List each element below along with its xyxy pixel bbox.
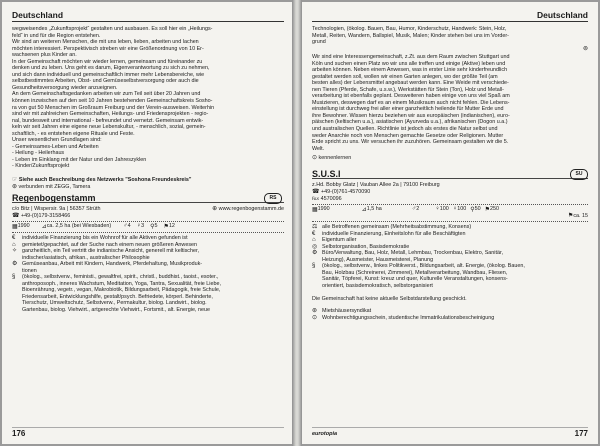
text-line: - Leben im Einklang mit der Natur und den Jahreszyklen	[12, 156, 147, 163]
right-body-text	[312, 54, 588, 152]
topics-icon: §	[12, 274, 16, 281]
feature-text: Eigentum aller	[322, 237, 357, 244]
running-head-rule	[12, 21, 284, 22]
entry-tail-list	[312, 308, 588, 321]
feature-text: Sanitär, Töpferei, Kunst: kreuz und quer, Kulturelle Veranstaltungen, konsens-	[322, 276, 508, 283]
text-line: wegweisendes „Zukunftsprojekt“ gestalten und ausbauen. Es soll hier ein „Heilungs-	[12, 26, 213, 32]
entry-stats-row	[312, 206, 499, 213]
area-icon: ⊿	[41, 224, 47, 230]
feature-text: alle Betroffenen gemeinsam (Mehrheitsabstimmung, Konsens)	[322, 224, 472, 230]
work-icon: ⚙	[312, 250, 318, 257]
feature-text: (ökolog., selbstverw., linkes Politikverst., Bildungsarbeit, alt. Energie, (ökolog. Bauen,	[322, 263, 525, 270]
phone-icon: ☎	[12, 213, 20, 219]
phone-number: +49-(0)761-4570090	[320, 189, 371, 195]
entry-phone	[312, 189, 370, 196]
feature-text: individuelle Finanzierung, Einheitslohn für alle Beschäftigten	[322, 230, 466, 237]
see-also-note	[12, 177, 284, 190]
divider	[312, 204, 588, 205]
youth-icon: ⚲	[470, 207, 475, 213]
address-text: c/o Bitz | Wispersir. 9a | 56357 Strüth	[12, 206, 101, 212]
text-line: In der Gemeinschaft möchten wir wieder lernen, gemeinsam und füreinander zu	[12, 58, 203, 65]
entry-title: Regenbogenstamm	[12, 193, 96, 203]
stat-value: 5	[154, 223, 158, 229]
feature-text: Gemüseanbau, Arbeit mit Kindern, Handwerk, Pferdehaltung, Musikproduk-	[22, 261, 203, 268]
text-line: - Kinder/Zukunftsprojekt	[12, 163, 70, 170]
text-line: denken und zu leben. Uns geht es darum, Eigenverantwortung zu sich zu nehmen,	[12, 65, 210, 72]
feature-text: indischer/asiatisch, afrikan., australischer Philosophie	[22, 254, 150, 261]
stat-value: 4	[127, 223, 131, 229]
feature-text: Selbstorganisation, Basisdemokratie	[322, 243, 410, 250]
running-head-left: Deutschland	[12, 10, 64, 20]
men-icon: ♂	[123, 223, 128, 229]
feature-text: individuelle Finanzierung bis ein Wohnrof für alle Aktiven gefunden ist	[22, 235, 188, 241]
total-icon: ⚑	[163, 224, 169, 230]
pointing-hand-icon: ☞	[12, 177, 18, 183]
text-line: - Heilung - Heilerhaus	[12, 150, 65, 157]
handshake-icon: ⊙	[312, 155, 318, 161]
text-line: gestaltet werden soll, wollen wir einen Garten anlegen, wo der größte Teil (am	[312, 73, 498, 80]
footer-rule	[12, 427, 284, 428]
area-icon: ⊿	[361, 207, 367, 213]
property-icon: ⌂	[12, 241, 16, 248]
children-icon: ⚲	[150, 224, 155, 230]
text-line: und australischen Quellen. Richtlinie ist jedoch als erstes die Natur selbst und	[312, 126, 498, 133]
feature-text: Gartenbau, biolog. Viehwirt., artgerechte Viehwirt., Fortsmit., alt. Energie, neue	[22, 307, 210, 314]
kennenlernen-text: kennenlernen	[318, 155, 352, 161]
text-line: Metall, Reiten, Wandern, Ballspiel, Musik, Malen; Kinder stehen bei uns im Vorder-	[312, 32, 509, 39]
network-icon: ⊛	[12, 183, 18, 190]
globe-icon: ⊕	[212, 206, 218, 212]
calendar-icon: ▦	[312, 207, 318, 213]
separator-icon: ⊚	[582, 46, 588, 52]
text-line: Erde spricht zu uns. Wir versuchen ihr zuzuhören. Gemeinsam gestalten wir die 5.	[312, 139, 509, 146]
text-line: möchten interessiert. Perspektivisch streben wir eine Größenordnung von 10 Er-	[12, 45, 204, 52]
entry-phone	[12, 213, 70, 220]
feature-text: Bioenrährung, vegetr., vegan, Makrobiotik, Bildungsarbeit, Pädagogik, freie Schule,	[22, 287, 221, 294]
entry-closing-text: Die Gemeinschaft hat keine aktuelle Selbstdarstellung geschickt.	[312, 296, 467, 302]
text-line: keln wir seit Jahren eine eigene neue Lebenskultur, - menschlich, sozial, gemein-	[12, 124, 206, 131]
stat-value: 100	[457, 206, 467, 212]
requirement-icon: ⊙	[312, 314, 318, 321]
feature-text: Tierschutz, Umweltschutz, Selbstverw., Permakultur, biolog. Landwirt., biolog.	[22, 300, 207, 307]
area-value: ca. 2,5 ha (bei Wiesbaden)	[46, 223, 112, 229]
footer-rule	[312, 427, 588, 428]
entry-feature-list	[312, 224, 588, 289]
text-line: päischen (keltischen u.a.), asiatischen (Ayurveda u.a.), afrikanischen (Dogon u.a.)	[312, 119, 508, 126]
topics-icon: §	[312, 263, 316, 270]
stat-value: 50	[474, 206, 481, 212]
feature-text: anthroposoph., inneres Wachstum, Meditation, Yoga, Tantra, Sexualität, freie Liebe,	[22, 280, 221, 287]
stat-value: ca. 15	[573, 213, 588, 219]
feature-text: gemietet/gepachtet, auf der Suche nach einem neuen größeren Anwesen	[22, 241, 198, 248]
text-line: Technologien, (ökolog. Bauen, Bau, Humor, Kinderschutz, Handwerk: Stein, Holz,	[312, 26, 507, 32]
stat-value: 12	[168, 223, 175, 229]
stat-value: 2	[416, 206, 420, 212]
stat-value: 3	[141, 223, 145, 229]
entry-feature-list	[12, 235, 284, 314]
finance-icon: €	[312, 230, 316, 237]
text-line: Welt.	[312, 145, 325, 152]
entry-address: z.Hd. Bobby Glatz | Vauban Allee 2a | 79100 Freiburg	[312, 182, 440, 188]
feature-text: orientiert, basisdemokratisch, selbstorganisiert	[322, 282, 433, 289]
calendar-icon: ▦	[12, 224, 18, 230]
right-top-text	[312, 26, 588, 46]
feature-text: Heizung), Ausmeister, Hausmeisterei, Planung	[322, 256, 434, 263]
decision-icon: ⚖	[312, 224, 318, 230]
text-line: grund	[312, 39, 326, 46]
text-line: selbstbestimmtes Arbeiten, Obst- und Gemüseselbstversorgung oder auch die	[12, 78, 199, 85]
see-also-link[interactable]: Siehe auch Beschreibung des Netzwerks "Soshona Freundeskreis"	[18, 177, 192, 183]
entry-badge: RS	[264, 193, 282, 204]
children-icon: ♀	[452, 206, 458, 212]
publisher-brand: eurotopia	[312, 431, 338, 437]
entry-stats-row	[12, 223, 175, 230]
feature-text: Büro/Verwaltung, Bau, Holz, Metall, Lehmbau, Trockenbau, Elektro, Sanitär,	[322, 250, 503, 257]
text-line: Musizieren, deswegen darf es an einem Musikraum auch nicht fehlen. Die Lebens-	[312, 99, 510, 106]
text-line: wachsenen plus Kinder an.	[12, 52, 77, 59]
text-line: arbeiten können. Neben einem Anwesen, was in erster Linie sehr kinderfreundlich	[312, 67, 508, 74]
page-number-right: 177	[574, 429, 588, 438]
kennenlernen-note	[312, 155, 351, 162]
founded-year: 1990	[17, 223, 30, 229]
fax-number: 4570096	[320, 196, 342, 202]
work-icon: ⚙	[12, 261, 18, 268]
feature-text: tionen	[22, 267, 37, 274]
text-line: Gesundheitsversorgung wieder anzueignen.	[12, 84, 118, 91]
entry-fax	[312, 196, 342, 203]
spirit-icon: ✧	[12, 248, 18, 255]
connected-with-text: verbunden mit ZEGG, Tamera	[18, 183, 91, 190]
total-icon: ⚑	[484, 207, 490, 213]
finance-icon: €	[12, 235, 16, 241]
feature-text: (ökolog., selbstverw., feministi., gewaltfrei, spirit., christl., buddhist., taoist., esoter.,	[22, 274, 219, 281]
syndicate-icon: ⊛	[312, 308, 318, 314]
left-page	[2, 2, 292, 444]
text-line: An dem Gemeinschaftsgedanken arbeiten wir zum Teil seit über 20 Jahren und	[12, 91, 201, 98]
entry-title: S.U.S.I	[312, 169, 341, 179]
women-icon: ♀	[435, 206, 440, 212]
text-line: sind wir mit zahlreichen Gemeinschaften, Heilungs- und Friedensprojekten - regio-	[12, 111, 209, 118]
text-line: verarbeitung ist ebenfalls geplant. Desweiteren haben einige von uns viel Spaß am	[312, 93, 510, 100]
feature-text: Mietshäusersyndikat	[322, 308, 372, 314]
text-line: Unser wesentlichen Grundlagen sind:	[12, 137, 102, 144]
website-link[interactable]: www.regenbogenstamm.de	[218, 206, 284, 212]
text-line: weder Anarchie noch von Menschen gemachte Gesetze oder Religionen. Mutter	[312, 132, 504, 139]
divider	[12, 221, 284, 222]
page-number-left: 176	[12, 429, 26, 438]
entry-address	[12, 206, 284, 213]
entry-stats-extra	[568, 213, 588, 220]
fax-icon: ℻	[312, 196, 320, 202]
area-value: 1,5 ha	[366, 206, 382, 212]
text-line: besten alles) der Lebensmittel angebaut werden kann. Eine Weide mit verschiede-	[312, 80, 509, 87]
text-line: ra von gut 50 Menschen im Großraum Freiburg und der Verein-ausweisen. Weiterhin	[12, 104, 215, 111]
feature-text: Wohnberechtigungsschein, studentische Immatrikulationsbescheinigung	[322, 314, 495, 321]
feature-text: Friedensarbeit, Entwicklungshilfe, gestalt/psych. Befriedete, körperl. Behinderte,	[22, 293, 213, 300]
text-line: schaftlich, - es entstehen eigene Rituale und Feste.	[12, 130, 135, 137]
running-head-rule	[312, 21, 588, 22]
feature-text: ganzheitlich, ein Teil vertritt die indianische Ansicht, generell mit keltischer,	[22, 248, 199, 255]
divider	[312, 221, 588, 222]
text-line: feld“ in und für die Region entstehen.	[12, 32, 101, 39]
organisation-icon: ◎	[312, 243, 318, 250]
feature-text: Bau, Holzbau (Schreinerei, Zimmerei), Metallverarbeitung, Wandbau, Fliesen,	[322, 269, 508, 276]
women-icon: ♀	[136, 223, 142, 229]
book-gutter	[292, 0, 302, 446]
text-line: nal, bundesweit und international - befreundet und vernetzt. Gemeinsam entwik-	[12, 117, 204, 124]
text-line: können inzwischen auf den seit 10 Jahren bestehenden Gemeinschaftskreis Sosho-	[12, 98, 213, 105]
text-line: einstellung ist durchweg frei aller einer ganzheitlich heilende für Mutter Erde und	[312, 106, 504, 113]
phone-icon: ☎	[312, 189, 320, 195]
text-line: ihre Bewohner. Wissen hierzu beziehen wir aus europäischen (indianischen), euro-	[312, 112, 510, 119]
entry-header	[312, 168, 588, 179]
entry-badge: SU	[570, 169, 588, 180]
running-head-right: Deutschland	[536, 10, 588, 20]
text-line: Wir sind eine Interessengemeinschaft, z.Zt. aus dem Raum zwischen Stuttgart und	[312, 54, 510, 60]
divider	[12, 232, 284, 233]
text-line: und sich dann individuell und gemeinschaftlich immer mehr Lebensbereiche, wie	[12, 71, 205, 78]
phone-number: +49-(0)179-3158466	[20, 213, 71, 219]
right-page	[302, 2, 598, 444]
text-line: Wir sind an weiteren Menschen, die mit uns leben, lieben, arbeiten und lachen	[12, 39, 199, 46]
text-line: - Gemeinsames-Leben und Arbeiten	[12, 143, 99, 150]
text-line: nen Tieren (Pferde, Schafe, u.s.w.), Werkstätten für Stein (Ton), Holz und Metall-	[312, 86, 504, 93]
text-line: Köln und suchen einen Platz wo wir uns alle treffen und einige (Aktive) leben und	[312, 60, 506, 67]
stat-value: 100	[439, 206, 449, 212]
founded-year: 1990	[317, 206, 330, 212]
guests-icon: ⚑	[567, 213, 574, 219]
left-body-text	[12, 26, 284, 170]
stat-value: 250	[490, 206, 499, 212]
property-icon: ⌂	[312, 237, 316, 244]
men-icon: ♂	[411, 206, 417, 212]
